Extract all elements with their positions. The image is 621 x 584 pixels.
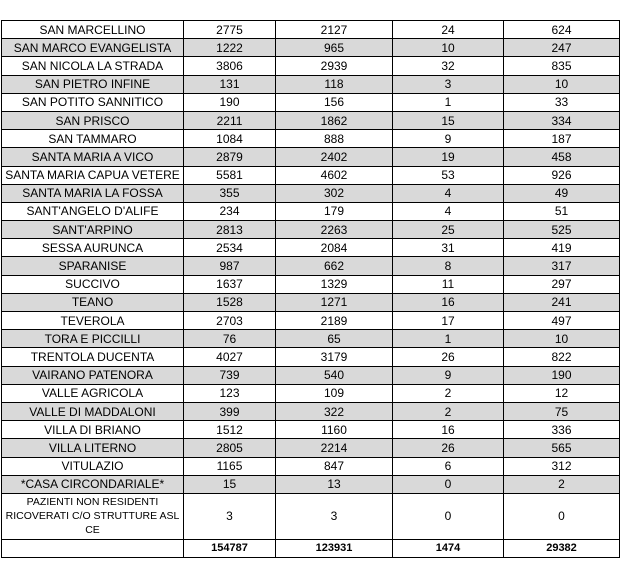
total-value-4: 29382 bbox=[504, 539, 620, 557]
value-cell-2: 2084 bbox=[276, 239, 393, 257]
value-cell-4: 565 bbox=[504, 439, 620, 457]
value-cell-3: 9 bbox=[393, 366, 504, 384]
municipality-cell: SAN POTITO SANNITICO bbox=[2, 93, 184, 111]
value-cell-4: 49 bbox=[504, 184, 620, 202]
value-cell-2: 1329 bbox=[276, 275, 393, 293]
value-cell-3: 2 bbox=[393, 402, 504, 420]
value-cell-3: 0 bbox=[393, 475, 504, 493]
table-row bbox=[2, 184, 620, 202]
value-cell-2: 322 bbox=[276, 402, 393, 420]
row-value-2: 3 bbox=[276, 493, 393, 539]
table-row bbox=[2, 475, 620, 493]
value-cell-4: 312 bbox=[504, 457, 620, 475]
value-cell-2: 965 bbox=[276, 39, 393, 57]
value-cell-4: 190 bbox=[504, 366, 620, 384]
municipality-cell: VILLA LITERNO bbox=[2, 439, 184, 457]
municipality-cell: SAN MARCO EVANGELISTA bbox=[2, 39, 184, 57]
value-cell-4: 458 bbox=[504, 148, 620, 166]
value-cell-2: 662 bbox=[276, 257, 393, 275]
value-cell-2: 1271 bbox=[276, 293, 393, 311]
municipality-cell: *CASA CIRCONDARIALE* bbox=[2, 475, 184, 493]
value-cell-2: 2939 bbox=[276, 57, 393, 75]
value-cell-4: 241 bbox=[504, 293, 620, 311]
municipality-cell: SUCCIVO bbox=[2, 275, 184, 293]
value-cell-3: 4 bbox=[393, 184, 504, 202]
value-cell-3: 19 bbox=[393, 148, 504, 166]
value-cell-3: 15 bbox=[393, 111, 504, 129]
municipality-cell: SANTA MARIA LA FOSSA bbox=[2, 184, 184, 202]
value-cell-3: 32 bbox=[393, 57, 504, 75]
table-body bbox=[2, 21, 620, 558]
municipality-cell: TRENTOLA DUCENTA bbox=[2, 348, 184, 366]
table-row bbox=[2, 202, 620, 220]
value-cell-2: 13 bbox=[276, 475, 393, 493]
value-cell-2: 540 bbox=[276, 366, 393, 384]
table-row bbox=[2, 148, 620, 166]
value-cell-2: 65 bbox=[276, 330, 393, 348]
value-cell-1: 76 bbox=[184, 330, 276, 348]
value-cell-1: 2879 bbox=[184, 148, 276, 166]
total-value-1: 154787 bbox=[184, 539, 276, 557]
value-cell-1: 123 bbox=[184, 384, 276, 402]
value-cell-1: 399 bbox=[184, 402, 276, 420]
value-cell-4: 247 bbox=[504, 39, 620, 57]
value-cell-3: 25 bbox=[393, 221, 504, 239]
value-cell-2: 2127 bbox=[276, 21, 393, 39]
special-row bbox=[2, 493, 620, 539]
table-row bbox=[2, 221, 620, 239]
value-cell-3: 4 bbox=[393, 202, 504, 220]
value-cell-3: 11 bbox=[393, 275, 504, 293]
value-cell-2: 156 bbox=[276, 93, 393, 111]
municipality-cell: SANT'ANGELO D'ALIFE bbox=[2, 202, 184, 220]
row-name: PAZIENTI NON RESIDENTI RICOVERATI C/O STRUTTURE ASL CE bbox=[2, 493, 184, 539]
table-row bbox=[2, 293, 620, 311]
value-cell-1: 2534 bbox=[184, 239, 276, 257]
value-cell-1: 2211 bbox=[184, 111, 276, 129]
table-row bbox=[2, 21, 620, 39]
value-cell-1: 131 bbox=[184, 75, 276, 93]
value-cell-4: 336 bbox=[504, 421, 620, 439]
value-cell-3: 26 bbox=[393, 348, 504, 366]
table-row bbox=[2, 312, 620, 330]
value-cell-1: 2813 bbox=[184, 221, 276, 239]
value-cell-3: 17 bbox=[393, 312, 504, 330]
row-value-1: 3 bbox=[184, 493, 276, 539]
municipality-cell: SAN NICOLA LA STRADA bbox=[2, 57, 184, 75]
table-row bbox=[2, 457, 620, 475]
value-cell-2: 2263 bbox=[276, 221, 393, 239]
value-cell-2: 2189 bbox=[276, 312, 393, 330]
data-table bbox=[1, 20, 620, 558]
table-row bbox=[2, 275, 620, 293]
municipality-cell: SANTA MARIA A VICO bbox=[2, 148, 184, 166]
value-cell-1: 1222 bbox=[184, 39, 276, 57]
table-row bbox=[2, 384, 620, 402]
table-row bbox=[2, 111, 620, 129]
value-cell-2: 179 bbox=[276, 202, 393, 220]
table-row bbox=[2, 166, 620, 184]
municipality-cell: VALLE DI MADDALONI bbox=[2, 402, 184, 420]
value-cell-2: 2402 bbox=[276, 148, 393, 166]
value-cell-2: 2214 bbox=[276, 439, 393, 457]
value-cell-4: 12 bbox=[504, 384, 620, 402]
municipality-cell: SAN MARCELLINO bbox=[2, 21, 184, 39]
value-cell-4: 10 bbox=[504, 330, 620, 348]
municipality-cell: VITULAZIO bbox=[2, 457, 184, 475]
value-cell-4: 187 bbox=[504, 130, 620, 148]
value-cell-1: 355 bbox=[184, 184, 276, 202]
municipality-cell: TEVEROLA bbox=[2, 312, 184, 330]
value-cell-1: 739 bbox=[184, 366, 276, 384]
value-cell-4: 2 bbox=[504, 475, 620, 493]
table-row bbox=[2, 421, 620, 439]
value-cell-3: 26 bbox=[393, 439, 504, 457]
value-cell-1: 1084 bbox=[184, 130, 276, 148]
value-cell-3: 9 bbox=[393, 130, 504, 148]
value-cell-4: 317 bbox=[504, 257, 620, 275]
value-cell-1: 1637 bbox=[184, 275, 276, 293]
value-cell-3: 2 bbox=[393, 384, 504, 402]
row-value-4: 0 bbox=[504, 493, 620, 539]
value-cell-1: 234 bbox=[184, 202, 276, 220]
value-cell-3: 3 bbox=[393, 75, 504, 93]
value-cell-3: 1 bbox=[393, 330, 504, 348]
municipality-cell: VALLE AGRICOLA bbox=[2, 384, 184, 402]
value-cell-4: 624 bbox=[504, 21, 620, 39]
municipality-cell: VILLA DI BRIANO bbox=[2, 421, 184, 439]
value-cell-2: 1862 bbox=[276, 111, 393, 129]
value-cell-1: 2805 bbox=[184, 439, 276, 457]
value-cell-4: 419 bbox=[504, 239, 620, 257]
municipality-cell: SESSA AURUNCA bbox=[2, 239, 184, 257]
value-cell-4: 33 bbox=[504, 93, 620, 111]
table-row bbox=[2, 75, 620, 93]
municipality-cell: SAN PRISCO bbox=[2, 111, 184, 129]
municipality-cell: SANT'ARPINO bbox=[2, 221, 184, 239]
value-cell-4: 10 bbox=[504, 75, 620, 93]
value-cell-4: 835 bbox=[504, 57, 620, 75]
value-cell-2: 888 bbox=[276, 130, 393, 148]
table-row bbox=[2, 348, 620, 366]
value-cell-4: 926 bbox=[504, 166, 620, 184]
municipality-cell: SPARANISE bbox=[2, 257, 184, 275]
value-cell-1: 1512 bbox=[184, 421, 276, 439]
value-cell-2: 302 bbox=[276, 184, 393, 202]
value-cell-1: 2775 bbox=[184, 21, 276, 39]
value-cell-1: 5581 bbox=[184, 166, 276, 184]
value-cell-1: 1165 bbox=[184, 457, 276, 475]
municipality-cell: SANTA MARIA CAPUA VETERE bbox=[2, 166, 184, 184]
municipality-cell: VAIRANO PATENORA bbox=[2, 366, 184, 384]
total-value-2: 123931 bbox=[276, 539, 393, 557]
value-cell-1: 987 bbox=[184, 257, 276, 275]
table-row bbox=[2, 57, 620, 75]
table-row bbox=[2, 257, 620, 275]
value-cell-2: 4602 bbox=[276, 166, 393, 184]
value-cell-3: 10 bbox=[393, 39, 504, 57]
value-cell-2: 1160 bbox=[276, 421, 393, 439]
value-cell-4: 525 bbox=[504, 221, 620, 239]
value-cell-3: 16 bbox=[393, 421, 504, 439]
value-cell-2: 109 bbox=[276, 384, 393, 402]
value-cell-4: 75 bbox=[504, 402, 620, 420]
value-cell-2: 847 bbox=[276, 457, 393, 475]
value-cell-4: 51 bbox=[504, 202, 620, 220]
table-row bbox=[2, 402, 620, 420]
table-row bbox=[2, 239, 620, 257]
value-cell-4: 497 bbox=[504, 312, 620, 330]
value-cell-1: 4027 bbox=[184, 348, 276, 366]
table-row bbox=[2, 439, 620, 457]
value-cell-1: 190 bbox=[184, 93, 276, 111]
table-row bbox=[2, 330, 620, 348]
value-cell-4: 334 bbox=[504, 111, 620, 129]
total-value-3: 1474 bbox=[393, 539, 504, 557]
value-cell-1: 3806 bbox=[184, 57, 276, 75]
total-label bbox=[2, 539, 184, 557]
row-value-3: 0 bbox=[393, 493, 504, 539]
value-cell-3: 16 bbox=[393, 293, 504, 311]
value-cell-1: 15 bbox=[184, 475, 276, 493]
value-cell-3: 24 bbox=[393, 21, 504, 39]
table-row bbox=[2, 130, 620, 148]
table-row bbox=[2, 93, 620, 111]
value-cell-1: 2703 bbox=[184, 312, 276, 330]
value-cell-2: 118 bbox=[276, 75, 393, 93]
value-cell-4: 297 bbox=[504, 275, 620, 293]
table-row bbox=[2, 39, 620, 57]
value-cell-3: 31 bbox=[393, 239, 504, 257]
municipality-cell: SAN TAMMARO bbox=[2, 130, 184, 148]
value-cell-3: 8 bbox=[393, 257, 504, 275]
municipality-cell: TORA E PICCILLI bbox=[2, 330, 184, 348]
value-cell-3: 53 bbox=[393, 166, 504, 184]
municipality-cell: SAN PIETRO INFINE bbox=[2, 75, 184, 93]
value-cell-3: 6 bbox=[393, 457, 504, 475]
municipality-cell: TEANO bbox=[2, 293, 184, 311]
value-cell-2: 3179 bbox=[276, 348, 393, 366]
total-row bbox=[2, 539, 620, 557]
table-row bbox=[2, 366, 620, 384]
value-cell-1: 1528 bbox=[184, 293, 276, 311]
value-cell-4: 822 bbox=[504, 348, 620, 366]
value-cell-3: 1 bbox=[393, 93, 504, 111]
